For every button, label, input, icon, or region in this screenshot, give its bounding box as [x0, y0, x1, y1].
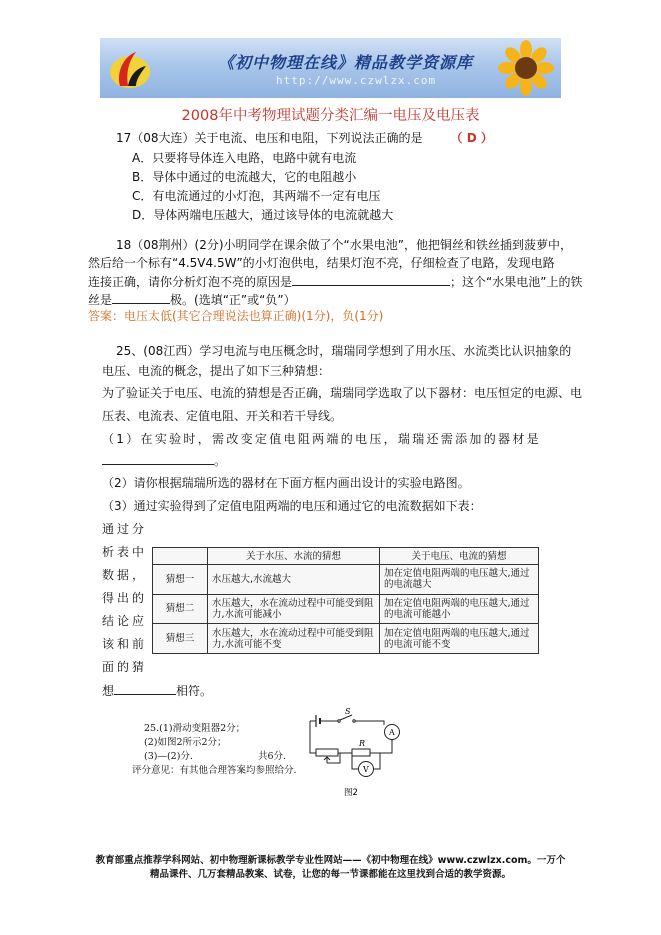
q18-line-1: 18（08荆州）(2分)小明同学在课余做了个“水果电池”，他把铜丝和铁丝插到菠萝中， — [116, 238, 572, 252]
q25-side-text-2: 析表中 — [102, 545, 148, 559]
q18-line-4: 丝是 极。(选填“正”或“负”） — [88, 293, 296, 307]
page-footer — [0, 854, 661, 882]
table-row — [153, 624, 539, 654]
table-header-row — [153, 548, 539, 565]
q25-line-4: 压表、电流表、定值电阻、开关和若干导线。 — [102, 409, 343, 423]
banner-title: 《初中物理在线》精品教学资源库 — [218, 53, 474, 72]
ammeter-label: A — [389, 728, 395, 737]
table-cell: 水压越大，水在流动过程中可能受到阻力,水流可能不变 — [208, 624, 380, 654]
q25-line-6: 。 — [102, 453, 226, 468]
site-banner — [100, 38, 561, 98]
table-cell: 猜想一 — [153, 565, 208, 595]
table-cell: 水压越大,水流越大 — [208, 565, 380, 595]
q25-line-5: （1）在实验时，需改变定值电阻两端的电压，瑞瑞还需添加的器材是 — [102, 432, 541, 446]
q25-line-3: 为了验证关于电压、电流的猜想是否正确，瑞瑞同学选取了以下器材：电压恒定的电源、电 — [102, 386, 583, 400]
q17-option-d: D．导体两端电压越大，通过该导体的电流就越大 — [132, 208, 394, 222]
q18-blank-1 — [292, 274, 450, 286]
q17-option-b: B．导体中通过的电流越大，它的电阻越小 — [132, 170, 357, 184]
q25-side-text-5: 结论应 — [102, 614, 148, 628]
voltmeter-label: V — [363, 765, 369, 774]
table-cell: 猜想二 — [153, 594, 208, 624]
answer-line-2: (2)如图2所示2分； — [144, 737, 227, 748]
q18-line-3: 连接正确，请你分析灯泡不亮的原因是 ；这个“水果电池”上的铁 — [88, 275, 583, 289]
q25-blank-2 — [114, 683, 176, 695]
footer-line-1: 教育部重点推荐学科网站、初中物理新课标教学专业性网站——《初中物理在线》www.czwlzx.com。一万个 — [95, 855, 566, 866]
q25-last-line: 想 相符。 — [102, 684, 213, 698]
q18-answer: 答案：电压太低(其它合理说法也算正确)(1分)，负(1分) — [88, 309, 384, 323]
q25-side-text-4: 得出的 — [102, 591, 148, 605]
figure-label: 图2 — [344, 788, 358, 798]
q25-blank-1 — [102, 453, 214, 465]
q25-side-text-6: 该和前 — [102, 637, 148, 651]
answer-line-5: 评分意见：有其他合理答案均参照给分. — [132, 765, 297, 776]
circuit-diagram — [300, 703, 412, 799]
answer-line-3: (3)—(2)分. — [144, 751, 193, 762]
q17-option-c: C．有电流通过的小灯泡，其两端不一定有电压 — [132, 189, 381, 203]
q25-side-text-1: 通过分 — [102, 522, 148, 536]
footer-line-2: 精品课件、几万套精品教案、试卷，让您的每一节课都能在这里找到合适的教学资源。 — [149, 869, 511, 880]
hypothesis-table — [152, 547, 539, 654]
q25-side-text-3: 数据， — [102, 568, 148, 582]
q18-blank-2 — [112, 292, 170, 304]
q25-line-2: 电压、电流的概念，提出了如下三种猜想： — [102, 364, 331, 378]
table-cell: 猜想三 — [153, 624, 208, 654]
table-row — [153, 565, 539, 595]
q18-line-2: 然后给一个标有“4.5V4.5W”的小灯泡供电，结果灯泡不亮，仔细检查了电路，发现电路 — [88, 256, 555, 270]
q25-line-8: （3）通过实验得到了定值电阻两端的电压和通过它的电流数据如下表： — [102, 499, 482, 513]
table-header-cell: 关于水压、水流的猜想 — [208, 548, 380, 565]
table-cell: 加在定值电阻两端的电压越大,通过的电流可能不变 — [379, 624, 538, 654]
banner-url: http://www.czwlzx.com — [276, 74, 437, 87]
table-cell: 水压越大，水在流动过程中可能受到阻力,水流可能减小 — [208, 594, 380, 624]
q25-side-text-7: 面的猜 — [102, 660, 148, 674]
q25-line-1: 25、(08江西）学习电流与电压概念时，瑞瑞同学想到了用水压、水流类比认识抽象的 — [116, 344, 572, 358]
answer-line-1: 25.(1)滑动变阻器2分； — [144, 723, 246, 734]
resistor-label: R — [359, 739, 366, 748]
q17-stem: 17（08大连）关于电流、电压和电阻，下列说法正确的是 （ D ） — [116, 131, 493, 145]
table-cell: 加在定值电阻两端的电压越大,通过的电流可能越小 — [379, 594, 538, 624]
table-row — [153, 594, 539, 624]
sunflower-icon — [495, 40, 557, 96]
table-header-cell — [153, 548, 208, 565]
switch-label: S — [345, 707, 351, 716]
q17-option-a: A．只要将导体连入电路，电路中就有电流 — [132, 151, 357, 165]
answer-line-4: 共6分. — [258, 751, 287, 762]
document-title: 2008年中考物理试题分类汇编一电压及电压表 — [181, 108, 480, 124]
table-cell: 加在定值电阻两端的电压越大,通过的电流越大 — [379, 565, 538, 595]
q25-line-7: （2）请你根据瑞瑞所选的器材在下面方框内画出设计的实验电路图。 — [102, 476, 470, 490]
q17-answer: （ D ） — [450, 131, 493, 145]
table-header-cell: 关于电压、电流的猜想 — [379, 548, 538, 565]
site-logo-icon — [106, 46, 154, 92]
